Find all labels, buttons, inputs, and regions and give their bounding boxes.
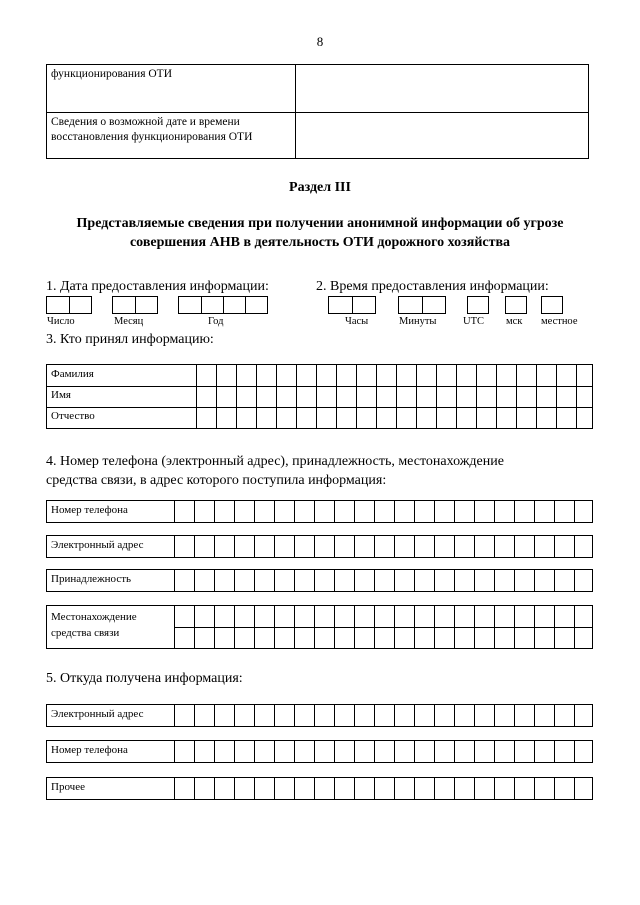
page-number: 8 [316, 34, 324, 49]
source-phone-field [46, 740, 593, 763]
email-field [46, 535, 593, 558]
hours-caption: Часы [345, 316, 369, 327]
source-other-cells[interactable] [175, 778, 592, 799]
source-other-field [46, 777, 593, 800]
location-divider [175, 627, 592, 628]
top-table-row1-label: функционирования ОТИ [47, 65, 296, 113]
hours-box[interactable] [328, 296, 376, 314]
section-heading: Представляемые сведения при получении анонимной информации об угрозе совершения АНВ в деятельность ОТИ дорожного хозяйства [76, 216, 564, 250]
location-field [46, 605, 593, 649]
q3-cells[interactable] [197, 365, 592, 428]
phone-number-cells[interactable] [175, 501, 592, 522]
top-table-row2-label: Сведения о возможной дате и времени восстановления функционирования ОТИ [47, 113, 296, 159]
location-label: Местонахождение средства связи [51, 611, 137, 639]
q3-divider-1 [47, 386, 592, 387]
patronymic-label: Отчество [51, 410, 95, 422]
q3-label: 3. Кто принял информацию: [46, 332, 214, 347]
ownership-label: Принадлежность [51, 573, 132, 585]
top-table [46, 64, 589, 159]
day-box[interactable] [46, 296, 92, 314]
source-email-field [46, 704, 593, 727]
minutes-box[interactable] [398, 296, 446, 314]
source-other-label: Прочее [51, 781, 85, 793]
year-caption: Год [208, 316, 224, 327]
top-table-row1-value[interactable] [296, 65, 589, 113]
q5-label: 5. Откуда получена информация: [46, 671, 243, 686]
local-caption: местное [541, 316, 578, 327]
q4-label [46, 452, 593, 490]
q4-label-line2: средства связи, в адрес которого поступила информация: [46, 473, 387, 488]
source-email-label: Электронный адрес [51, 708, 144, 720]
q2-label: 2. Время предоставления информации: [316, 279, 549, 294]
q1-label: 1. Дата предоставления информации: [46, 279, 269, 294]
email-cells[interactable] [175, 536, 592, 557]
top-table-row2-value[interactable] [296, 113, 589, 159]
phone-number-field [46, 500, 593, 523]
utc-box[interactable] [467, 296, 489, 314]
surname-label: Фамилия [51, 368, 94, 380]
year-box[interactable] [178, 296, 268, 314]
q4-label-line1: 4. Номер телефона (электронный адрес), принадлежность, местонахождение [46, 454, 504, 469]
q3-label-column [47, 365, 197, 428]
day-caption: Число [47, 316, 75, 327]
local-box[interactable] [541, 296, 563, 314]
q3-divider-2 [47, 407, 592, 408]
minutes-caption: Минуты [399, 316, 437, 327]
utc-caption: UTC [463, 316, 484, 327]
source-email-cells[interactable] [175, 705, 592, 726]
month-box[interactable] [112, 296, 158, 314]
email-label: Электронный адрес [51, 539, 144, 551]
name-label: Имя [51, 389, 71, 401]
source-phone-cells[interactable] [175, 741, 592, 762]
msk-caption: мск [506, 316, 523, 327]
phone-number-label: Номер телефона [51, 504, 128, 516]
source-phone-label: Номер телефона [51, 744, 128, 756]
q3-grid [46, 364, 593, 429]
ownership-field [46, 569, 593, 592]
ownership-cells[interactable] [175, 570, 592, 591]
month-caption: Месяц [114, 316, 144, 327]
section-title: Раздел III [289, 180, 351, 195]
msk-box[interactable] [505, 296, 527, 314]
